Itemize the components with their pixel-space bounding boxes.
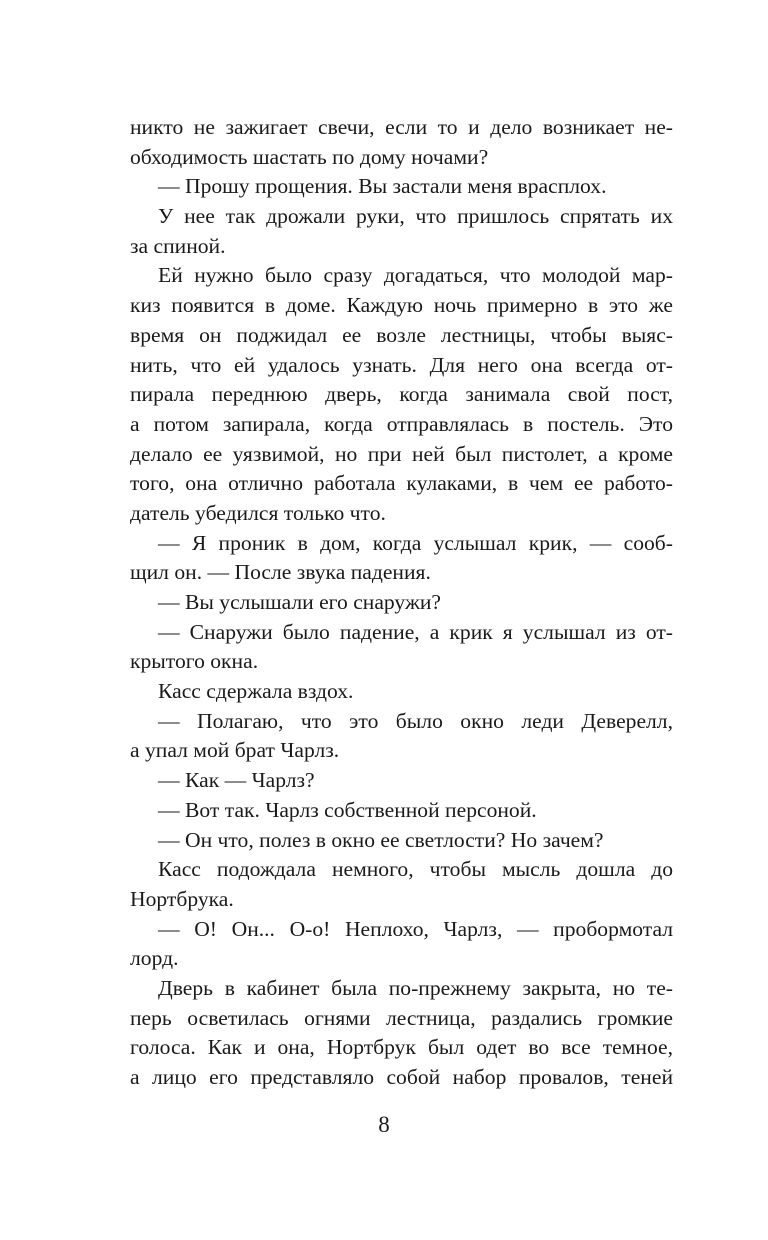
text-line: — Прошу прощения. Вы застали меня врасплох. (158, 174, 607, 199)
text-line: перь осветилась огнями лестница, раздались громкие (130, 1005, 673, 1030)
text-line: Дверь в кабинет была по-прежнему закрыта, но те- (158, 975, 673, 1000)
text-line: — Снаружи было падение, а крик я услышал из от- (158, 619, 673, 644)
page-number: 8 (378, 1112, 390, 1137)
text-line: никто не зажигает свечи, если то и дело возникает не- (130, 115, 673, 139)
text-line: киз появится в доме. Каждую ночь примерно в это же (130, 293, 673, 318)
text-line: — Как — Чарлз? (158, 768, 315, 793)
text-line: — Вот так. Чарлз собственной персоной. (158, 797, 537, 822)
text-line: — О! Он... О-о! Неплохо, Чарлз, — пробормотал (158, 916, 673, 941)
text-line: Нортбрука. (130, 886, 234, 911)
text-line: Ей нужно было сразу догадаться, что молодой мар- (158, 263, 673, 288)
text-line: а лицо его представляло собой набор провалов, теней (130, 1065, 673, 1089)
text-line: датель убедился только что. (130, 500, 386, 525)
text-line: того, она отлично работала кулаками, в чем ее работо- (130, 471, 673, 496)
text-line: Касс подождала немного, чтобы мысль дошла до (158, 857, 673, 882)
text-line: — Вы услышали его снаружи? (158, 590, 442, 614)
text-line: — Он что, полез в окно ее светлости? Но зачем? (158, 827, 604, 852)
text-line: нить, что ей удалось узнать. Для него она всегда от- (130, 352, 673, 377)
text-line: щил он. — После звука падения. (130, 560, 431, 585)
text-line: за спиной. (130, 233, 226, 258)
text-line: лорд. (130, 946, 179, 971)
text-line: делало ее уязвимой, но при ней был пистолет, а кроме (130, 441, 673, 466)
text-line: крытого окна. (130, 649, 259, 674)
text-line: а упал мой брат Чарлз. (130, 738, 340, 763)
text-line: пирала переднюю дверь, когда занимала свой пост, (130, 382, 673, 407)
text-line: обходимость шастать по дому ночами? (130, 144, 489, 169)
text-line: У нее так дрожали руки, что пришлось спрятать их (158, 204, 673, 229)
text-line: время он поджидал ее возле лестницы, чтобы выяс- (130, 322, 673, 347)
text-line: голоса. Как и она, Нортбрук был одет во все темное, (130, 1035, 673, 1060)
body-text (130, 113, 673, 1093)
text-line: а потом запирала, когда отправлялась в постель. Это (130, 411, 673, 436)
text-line: — Я проник в дом, когда услышал крик, — сооб- (158, 530, 673, 555)
text-line: Касс сдержала вздох. (158, 679, 354, 704)
text-line: — Полагаю, что это было окно леди Деверелл, (158, 708, 673, 733)
